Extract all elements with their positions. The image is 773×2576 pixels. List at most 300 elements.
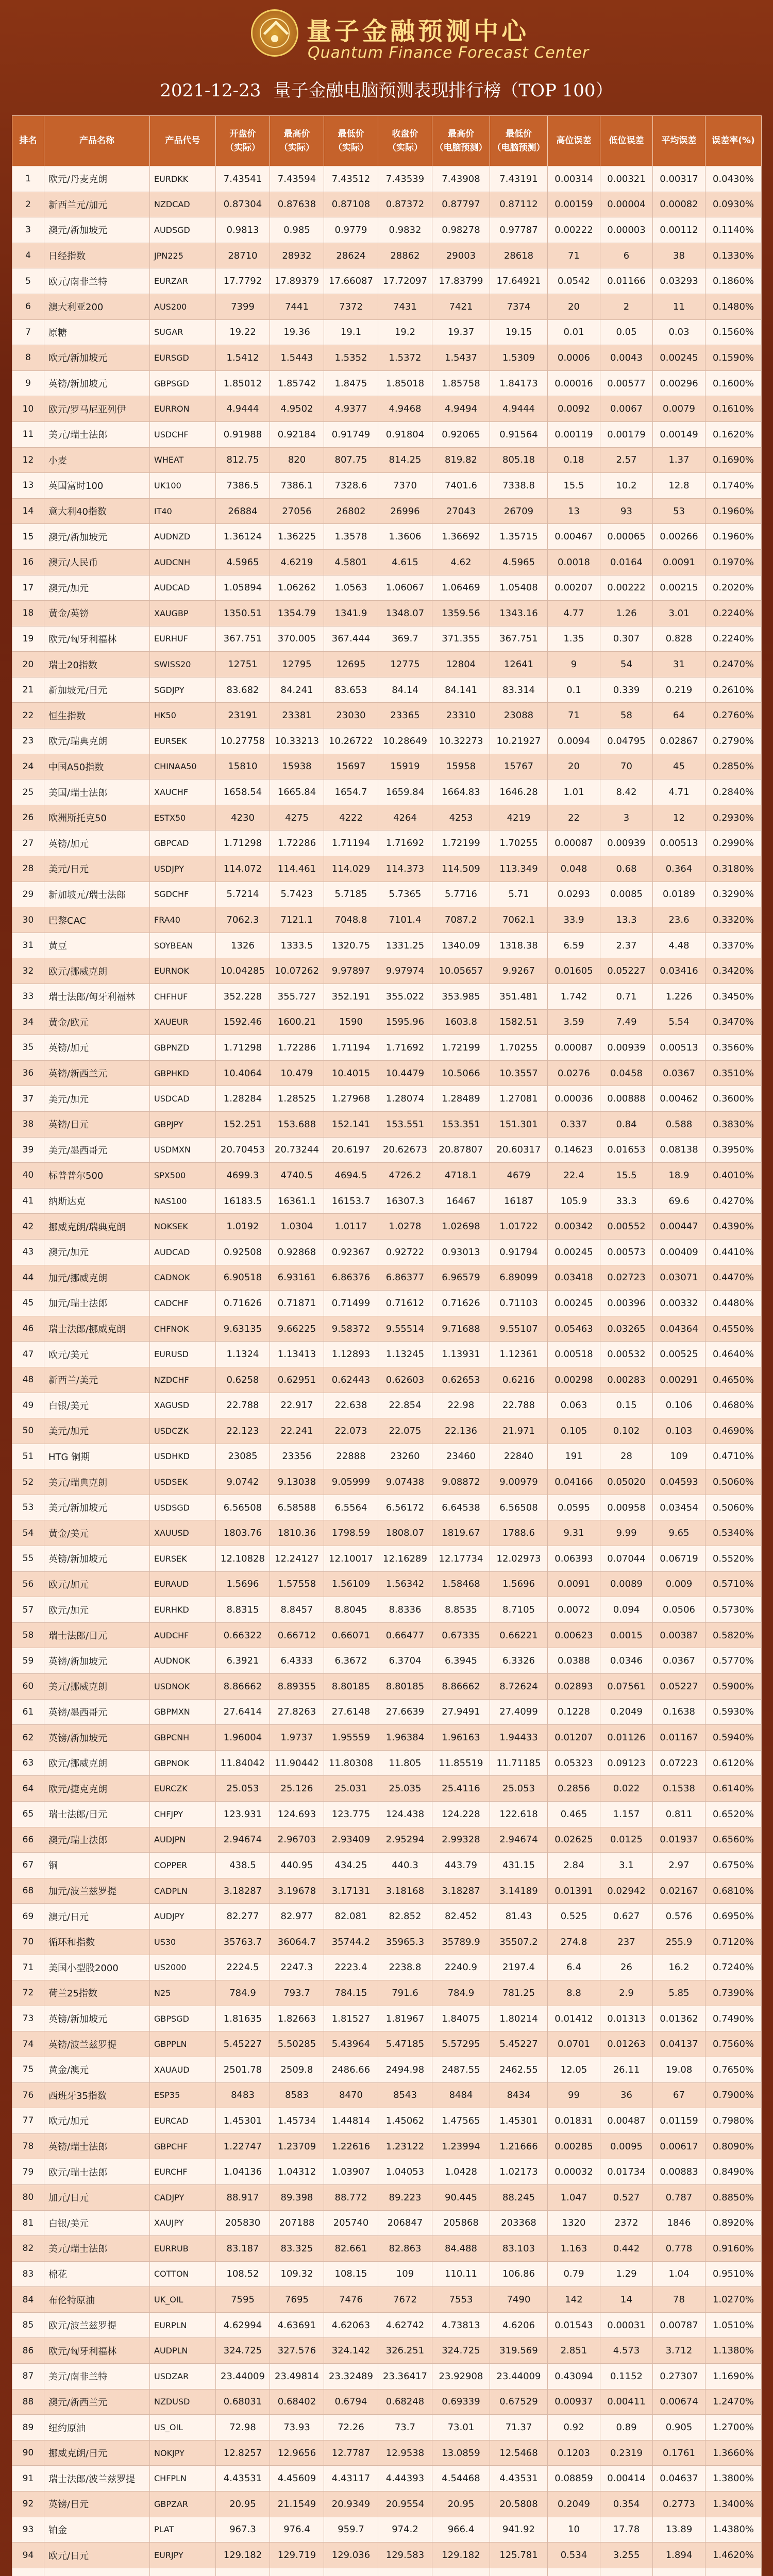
table-cell: 1.95559 bbox=[324, 1725, 378, 1751]
table-cell: 1.70255 bbox=[490, 1035, 548, 1061]
table-cell: 84.14 bbox=[378, 677, 432, 703]
table-cell: 22.241 bbox=[270, 1418, 324, 1444]
table-cell: 8470 bbox=[324, 2082, 378, 2108]
table-cell: 69 bbox=[12, 1904, 44, 1929]
table-cell: 0.1690% bbox=[705, 447, 762, 473]
table-cell: 2197.4 bbox=[490, 1955, 548, 1980]
table-cell: 89.398 bbox=[270, 2184, 324, 2210]
table-cell: 0.97787 bbox=[490, 217, 548, 243]
table-cell: 5.7214 bbox=[216, 882, 270, 907]
table-cell: 58 bbox=[12, 1622, 44, 1648]
table-cell: 0.4270% bbox=[705, 1188, 762, 1214]
table-cell: 0.219 bbox=[653, 677, 705, 703]
table-cell: XAUGBP bbox=[150, 601, 216, 626]
table-cell: 0.00883 bbox=[653, 2159, 705, 2185]
table-row bbox=[12, 1725, 762, 1751]
table-cell: 0.307 bbox=[600, 626, 653, 652]
table-cell: 1.4380% bbox=[705, 2517, 762, 2543]
table-cell: 1.06067 bbox=[378, 575, 432, 601]
table-cell: 0.66322 bbox=[216, 1622, 270, 1648]
column-header: 高位误差 bbox=[548, 116, 600, 166]
table-cell: GBPJPY bbox=[150, 1111, 216, 1137]
table-cell: 1.81967 bbox=[378, 2006, 432, 2031]
table-cell: 5.45227 bbox=[216, 2031, 270, 2057]
table-cell: 欧元/波兰兹罗提 bbox=[44, 2312, 150, 2338]
table-cell: 14 bbox=[600, 2287, 653, 2313]
table-cell: 0.102 bbox=[600, 1418, 653, 1444]
table-cell: 4.9494 bbox=[432, 396, 490, 422]
table-cell: 欧元/罗马尼亚列伊 bbox=[44, 396, 150, 422]
table-cell: 351.481 bbox=[490, 984, 548, 1010]
table-cell: 0.048 bbox=[548, 856, 600, 882]
table-cell: 0.1590% bbox=[705, 345, 762, 371]
table-cell: 1659.84 bbox=[378, 779, 432, 805]
table-row bbox=[12, 166, 762, 192]
table-cell: 0.0595 bbox=[548, 1495, 600, 1520]
table-cell: 0.00414 bbox=[600, 2466, 653, 2492]
table-cell: 8.7105 bbox=[490, 1597, 548, 1623]
table-cell: 0.00937 bbox=[548, 2389, 600, 2415]
table-cell: 0.0085 bbox=[600, 882, 653, 907]
table-cell: 13 bbox=[548, 498, 600, 524]
table-cell: 6.90518 bbox=[216, 1265, 270, 1291]
table-cell: 25.035 bbox=[378, 1776, 432, 1802]
table-cell bbox=[548, 2568, 600, 2576]
table-cell: 0.02867 bbox=[653, 728, 705, 754]
table-cell: 83.314 bbox=[490, 677, 548, 703]
table-cell: 6.58588 bbox=[270, 1495, 324, 1520]
table-cell: 1788.6 bbox=[490, 1520, 548, 1546]
table-cell: 0.1620% bbox=[705, 421, 762, 447]
table-cell: 124.228 bbox=[432, 1802, 490, 1827]
table-cell: 7 bbox=[12, 319, 44, 345]
table-cell: 4 bbox=[12, 243, 44, 268]
table-cell: 0.337 bbox=[548, 1111, 600, 1137]
table-cell: ESTX50 bbox=[150, 805, 216, 831]
table-cell: CHFJPY bbox=[150, 1802, 216, 1827]
table-cell: GBPNOK bbox=[150, 1750, 216, 1776]
ranking-table bbox=[12, 115, 762, 2576]
table-cell: 17.66087 bbox=[324, 268, 378, 294]
table-cell: 0.1480% bbox=[705, 294, 762, 319]
table-cell: 0.01543 bbox=[548, 2312, 600, 2338]
table-cell: 814.25 bbox=[378, 447, 432, 473]
table-row bbox=[12, 1367, 762, 1393]
table-row bbox=[12, 1648, 762, 1674]
table-cell: 153.688 bbox=[270, 1111, 324, 1137]
table-row bbox=[12, 524, 762, 550]
table-cell: 7695 bbox=[270, 2287, 324, 2313]
table-cell: 1.5437 bbox=[432, 345, 490, 371]
table-cell: 0.00577 bbox=[600, 370, 653, 396]
table-cell: 0.4480% bbox=[705, 1291, 762, 1316]
table-cell: 0.465 bbox=[548, 1802, 600, 1827]
table-cell: AUDNZD bbox=[150, 524, 216, 550]
table-cell: 53 bbox=[653, 498, 705, 524]
table-cell: 784.15 bbox=[324, 1980, 378, 2006]
table-cell: 1803.76 bbox=[216, 1520, 270, 1546]
table-cell: 1595.96 bbox=[378, 1009, 432, 1035]
table-cell: 4679 bbox=[490, 1163, 548, 1189]
table-cell: 440.3 bbox=[378, 1853, 432, 1878]
table-cell: 3.712 bbox=[653, 2338, 705, 2364]
table-cell: 0.5930% bbox=[705, 1699, 762, 1725]
table-cell: 0.4470% bbox=[705, 1265, 762, 1291]
table-cell: 23.6 bbox=[653, 907, 705, 933]
table-cell: 114.373 bbox=[378, 856, 432, 882]
table-cell: 0.00939 bbox=[600, 831, 653, 856]
table-cell: 0.00617 bbox=[653, 2133, 705, 2159]
table-cell: 4.71 bbox=[653, 779, 705, 805]
table-cell: 64 bbox=[653, 703, 705, 728]
table-cell: 0.07044 bbox=[600, 1546, 653, 1572]
table-cell: 1.26 bbox=[600, 601, 653, 626]
table-cell: 25.126 bbox=[270, 1776, 324, 1802]
table-cell: 443.79 bbox=[432, 1853, 490, 1878]
table-cell: 1.12893 bbox=[324, 1342, 378, 1367]
table-cell: 0.00787 bbox=[653, 2312, 705, 2338]
table-cell: 2.93409 bbox=[324, 1827, 378, 1853]
table-cell: 8.8336 bbox=[378, 1597, 432, 1623]
table-cell: 4.615 bbox=[378, 549, 432, 575]
table-cell: 0.0092 bbox=[548, 396, 600, 422]
table-cell: 17.72097 bbox=[378, 268, 432, 294]
table-cell: 122.618 bbox=[490, 1802, 548, 1827]
table-row bbox=[12, 575, 762, 601]
table-cell: 棉花 bbox=[44, 2261, 150, 2287]
table-cell: 15697 bbox=[324, 754, 378, 779]
table-cell: 0.00447 bbox=[653, 1214, 705, 1240]
table-cell: 0.02723 bbox=[600, 1265, 653, 1291]
table-cell: 0.0018 bbox=[548, 549, 600, 575]
table-cell: 20.6197 bbox=[324, 1137, 378, 1163]
table-cell: 49 bbox=[12, 1393, 44, 1418]
table-cell: 0.7240% bbox=[705, 1955, 762, 1980]
table-cell: 0.0430% bbox=[705, 166, 762, 192]
table-cell: 27.4099 bbox=[490, 1699, 548, 1725]
table-cell: 205740 bbox=[324, 2210, 378, 2236]
table-cell: 69.6 bbox=[653, 1188, 705, 1214]
table-cell: 5.7423 bbox=[270, 882, 324, 907]
table-cell: 4230 bbox=[216, 805, 270, 831]
table-cell: US2000 bbox=[150, 1955, 216, 1980]
table-cell: 6 bbox=[600, 243, 653, 268]
table-cell: 819.82 bbox=[432, 447, 490, 473]
table-cell: 1603.8 bbox=[432, 1009, 490, 1035]
table-cell: 0.04166 bbox=[548, 1469, 600, 1495]
table-cell: 1.01722 bbox=[490, 1214, 548, 1240]
table-cell: 113.349 bbox=[490, 856, 548, 882]
table-cell: 784.9 bbox=[216, 1980, 270, 2006]
table-cell: 81.43 bbox=[490, 1904, 548, 1929]
table-cell: 0.05227 bbox=[653, 1674, 705, 1700]
table-cell: 9.07438 bbox=[378, 1469, 432, 1495]
table-row bbox=[12, 345, 762, 371]
table-cell: 0.8490% bbox=[705, 2159, 762, 2185]
table-cell: 2372 bbox=[600, 2210, 653, 2236]
table-cell: 0.07561 bbox=[600, 1674, 653, 1700]
table-cell: 1.96163 bbox=[432, 1725, 490, 1751]
table-cell: 英镑/加元 bbox=[44, 1035, 150, 1061]
table-cell: 美元/南非兰特 bbox=[44, 2364, 150, 2389]
table-cell: 1.22747 bbox=[216, 2133, 270, 2159]
table-cell: 21.971 bbox=[490, 1418, 548, 1444]
table-cell: 5.57295 bbox=[432, 2031, 490, 2057]
table-cell: 0.01937 bbox=[653, 1827, 705, 1853]
table-cell: 0.71626 bbox=[432, 1291, 490, 1316]
table-row bbox=[12, 1571, 762, 1597]
table-cell: 12.8257 bbox=[216, 2440, 270, 2466]
table-cell: 82.661 bbox=[324, 2236, 378, 2262]
table-row bbox=[12, 1597, 762, 1623]
table-cell: 澳元/人民币 bbox=[44, 549, 150, 575]
table-cell: 1.13245 bbox=[378, 1342, 432, 1367]
table-cell: 255.9 bbox=[653, 1929, 705, 1955]
table-cell: 324.142 bbox=[324, 2338, 378, 2364]
table-cell bbox=[378, 2568, 432, 2576]
table-cell: 191 bbox=[548, 1444, 600, 1469]
table-row bbox=[12, 831, 762, 856]
table-row bbox=[12, 1929, 762, 1955]
table-cell: HTG 铜期 bbox=[44, 1444, 150, 1469]
table-cell: 0.00031 bbox=[600, 2312, 653, 2338]
table-cell: 0.9160% bbox=[705, 2236, 762, 2262]
column-header: 排名 bbox=[12, 116, 44, 166]
table-cell: 1590 bbox=[324, 1009, 378, 1035]
table-cell: 0.92508 bbox=[216, 1239, 270, 1265]
table-cell: 0.0367 bbox=[653, 1648, 705, 1674]
table-cell: 0.0542 bbox=[548, 268, 600, 294]
column-header: 最高价 （实际） bbox=[270, 116, 324, 166]
table-cell: 4.573 bbox=[600, 2338, 653, 2364]
table-cell: 加元/挪威克朗 bbox=[44, 1265, 150, 1291]
table-cell: 1.06262 bbox=[270, 575, 324, 601]
table-cell: SGDJPY bbox=[150, 677, 216, 703]
table-cell: XAUUSD bbox=[150, 1520, 216, 1546]
table-cell: 25.053 bbox=[216, 1776, 270, 1802]
table-cell: 0.8090% bbox=[705, 2133, 762, 2159]
table-cell: 0.0293 bbox=[548, 882, 600, 907]
quantum-logo-icon bbox=[251, 9, 298, 57]
table-cell: 美国/瑞士法郎 bbox=[44, 779, 150, 805]
table-cell: 1.05894 bbox=[216, 575, 270, 601]
table-cell: 0.01653 bbox=[600, 1137, 653, 1163]
table-cell: 207188 bbox=[270, 2210, 324, 2236]
table-cell: 1808.07 bbox=[378, 1520, 432, 1546]
table-cell: 17.83799 bbox=[432, 268, 490, 294]
table-cell: 6.64538 bbox=[432, 1495, 490, 1520]
table-cell: 22.917 bbox=[270, 1393, 324, 1418]
table-cell: 88.917 bbox=[216, 2184, 270, 2210]
table-cell: 6.89099 bbox=[490, 1265, 548, 1291]
table-cell: 28862 bbox=[378, 243, 432, 268]
table-cell: 3 bbox=[12, 217, 44, 243]
table-cell: N25 bbox=[150, 1980, 216, 2006]
table-cell: 1.71298 bbox=[216, 1035, 270, 1061]
table-cell: 4264 bbox=[378, 805, 432, 831]
table-cell: GBPCNH bbox=[150, 1725, 216, 1751]
table-cell: 10.32273 bbox=[432, 728, 490, 754]
table-cell: 1.81635 bbox=[216, 2006, 270, 2031]
table-cell: 0.1 bbox=[548, 677, 600, 703]
table-cell: AUDCAD bbox=[150, 1239, 216, 1265]
table-cell: 4694.5 bbox=[324, 1163, 378, 1189]
table-cell: 2494.98 bbox=[378, 2057, 432, 2082]
table-cell: 0.0930% bbox=[705, 192, 762, 217]
table-cell: 意大利40指数 bbox=[44, 498, 150, 524]
table-cell: EURSEK bbox=[150, 728, 216, 754]
table-cell: 1.02698 bbox=[432, 1214, 490, 1240]
table-cell: 0.1600% bbox=[705, 370, 762, 396]
table-cell: 0.00552 bbox=[600, 1214, 653, 1240]
table-cell: 0.0095 bbox=[600, 2133, 653, 2159]
table-cell: 1.45301 bbox=[490, 2108, 548, 2134]
table-cell: 0.5940% bbox=[705, 1725, 762, 1751]
table-row bbox=[12, 2057, 762, 2082]
table-cell: 8.89355 bbox=[270, 1674, 324, 1700]
table-cell: 7386.5 bbox=[216, 473, 270, 499]
table-cell: 7087.2 bbox=[432, 907, 490, 933]
table-cell: 10.4015 bbox=[324, 1060, 378, 1086]
table-cell: 0.02893 bbox=[548, 1674, 600, 1700]
table-cell: 274.8 bbox=[548, 1929, 600, 1955]
table-cell: 129.719 bbox=[270, 2543, 324, 2568]
table-cell: 0.3510% bbox=[705, 1060, 762, 1086]
table-cell: 0.00004 bbox=[600, 192, 653, 217]
table-cell: XAUJPY bbox=[150, 2210, 216, 2236]
table-cell: 5.45227 bbox=[490, 2031, 548, 2057]
table-cell: 17.89379 bbox=[270, 268, 324, 294]
table-cell: 0.08138 bbox=[653, 1137, 705, 1163]
table-cell: 0.9832 bbox=[378, 217, 432, 243]
table-cell: 1.23122 bbox=[378, 2133, 432, 2159]
table-cell: 0.05463 bbox=[548, 1316, 600, 1342]
table-cell: 25 bbox=[12, 779, 44, 805]
table-row bbox=[12, 2389, 762, 2415]
table-cell: 16153.7 bbox=[324, 1188, 378, 1214]
table-row bbox=[12, 319, 762, 345]
table-row bbox=[12, 1188, 762, 1214]
table-cell: 16.2 bbox=[653, 1955, 705, 1980]
table-cell: 20.95 bbox=[432, 2492, 490, 2517]
table-cell: 0.1560% bbox=[705, 319, 762, 345]
table-cell: 27.9491 bbox=[432, 1699, 490, 1725]
table-cell: 2.95294 bbox=[378, 1827, 432, 1853]
table-cell: 8483 bbox=[216, 2082, 270, 2108]
table-cell: 82 bbox=[12, 2236, 44, 2262]
table-cell: 26.11 bbox=[600, 2057, 653, 2082]
table-cell: 欧元/加元 bbox=[44, 1571, 150, 1597]
table-cell: 0.91804 bbox=[378, 421, 432, 447]
table-cell: 84.488 bbox=[432, 2236, 490, 2262]
table-cell: 0.62653 bbox=[432, 1367, 490, 1393]
table-cell: 0.1960% bbox=[705, 498, 762, 524]
table-cell: 13 bbox=[12, 473, 44, 499]
table-cell: 7595 bbox=[216, 2287, 270, 2313]
table-cell: 12.24127 bbox=[270, 1546, 324, 1572]
table-cell: 10 bbox=[548, 2517, 600, 2543]
table-cell: 0.01207 bbox=[548, 1725, 600, 1751]
table-cell: 1.28284 bbox=[216, 1086, 270, 1112]
table-row bbox=[12, 1904, 762, 1929]
table-cell: 1.226 bbox=[653, 984, 705, 1010]
column-header: 最高价 （电脑预测） bbox=[432, 116, 490, 166]
table-cell: 83.325 bbox=[270, 2236, 324, 2262]
table-cell: 瑞士法郎/日元 bbox=[44, 1802, 150, 1827]
table-cell: 9.0742 bbox=[216, 1469, 270, 1495]
table-cell: 0.00342 bbox=[548, 1214, 600, 1240]
table-cell: 31 bbox=[653, 652, 705, 677]
table-cell: 黄金/欧元 bbox=[44, 1009, 150, 1035]
table-cell: 0.8920% bbox=[705, 2210, 762, 2236]
table-cell: 0.6258 bbox=[216, 1367, 270, 1393]
table-cell: 2.99328 bbox=[432, 1827, 490, 1853]
table-cell: 1.45062 bbox=[378, 2108, 432, 2134]
table-cell: 0.00159 bbox=[548, 192, 600, 217]
table-cell: 1.71692 bbox=[378, 831, 432, 856]
table-row bbox=[12, 1342, 762, 1367]
table-cell: 1.28489 bbox=[432, 1086, 490, 1112]
table-cell: 22.136 bbox=[432, 1418, 490, 1444]
table-cell: 2247.3 bbox=[270, 1955, 324, 1980]
table-cell: 0.00411 bbox=[600, 2389, 653, 2415]
table-cell: 0.588 bbox=[653, 1111, 705, 1137]
table-cell: 79 bbox=[12, 2159, 44, 2185]
table-cell: 巴黎CAC bbox=[44, 907, 150, 933]
table-cell: 12.7787 bbox=[324, 2440, 378, 2466]
ranking-table-container bbox=[12, 115, 761, 2576]
table-row bbox=[12, 779, 762, 805]
table-cell: 1.80214 bbox=[490, 2006, 548, 2031]
table-cell: 92 bbox=[12, 2492, 44, 2517]
table-cell: 欧元/瑞典克朗 bbox=[44, 728, 150, 754]
table-cell: 12695 bbox=[324, 652, 378, 677]
table-cell: 1.13413 bbox=[270, 1342, 324, 1367]
table-row bbox=[12, 2287, 762, 2313]
table-cell: 1798.59 bbox=[324, 1520, 378, 1546]
table-cell: 0.00888 bbox=[600, 1086, 653, 1112]
table-cell: 0.0091 bbox=[653, 549, 705, 575]
table-cell: 324.725 bbox=[432, 2338, 490, 2364]
table-cell: 0.03416 bbox=[653, 958, 705, 984]
table-cell: 9.9267 bbox=[490, 958, 548, 984]
table-cell: 40 bbox=[12, 1163, 44, 1189]
table-row bbox=[12, 703, 762, 728]
table-cell: 23085 bbox=[216, 1444, 270, 1469]
table-cell: 73.01 bbox=[432, 2415, 490, 2441]
table-cell: 26802 bbox=[324, 498, 378, 524]
table-cell: 1.3800% bbox=[705, 2466, 762, 2492]
table-cell: 0.0089 bbox=[600, 1571, 653, 1597]
table-cell: 0.9510% bbox=[705, 2261, 762, 2287]
table-cell: 0.5770% bbox=[705, 1648, 762, 1674]
table-cell: 18.9 bbox=[653, 1163, 705, 1189]
table-cell: 0.828 bbox=[653, 626, 705, 652]
table-cell: UK100 bbox=[150, 473, 216, 499]
table-cell: 1.04312 bbox=[270, 2159, 324, 2185]
table-row bbox=[12, 1214, 762, 1240]
table-cell: 1343.16 bbox=[490, 601, 548, 626]
table-cell: AUDNOK bbox=[150, 1648, 216, 1674]
table-row bbox=[12, 958, 762, 984]
table-cell: 33.9 bbox=[548, 907, 600, 933]
table-row bbox=[12, 677, 762, 703]
table-cell: 65 bbox=[12, 1802, 44, 1827]
table-cell: 23088 bbox=[490, 703, 548, 728]
table-cell: 0.2020% bbox=[705, 575, 762, 601]
table-cell: 0.03293 bbox=[653, 268, 705, 294]
table-cell: 434.25 bbox=[324, 1853, 378, 1878]
